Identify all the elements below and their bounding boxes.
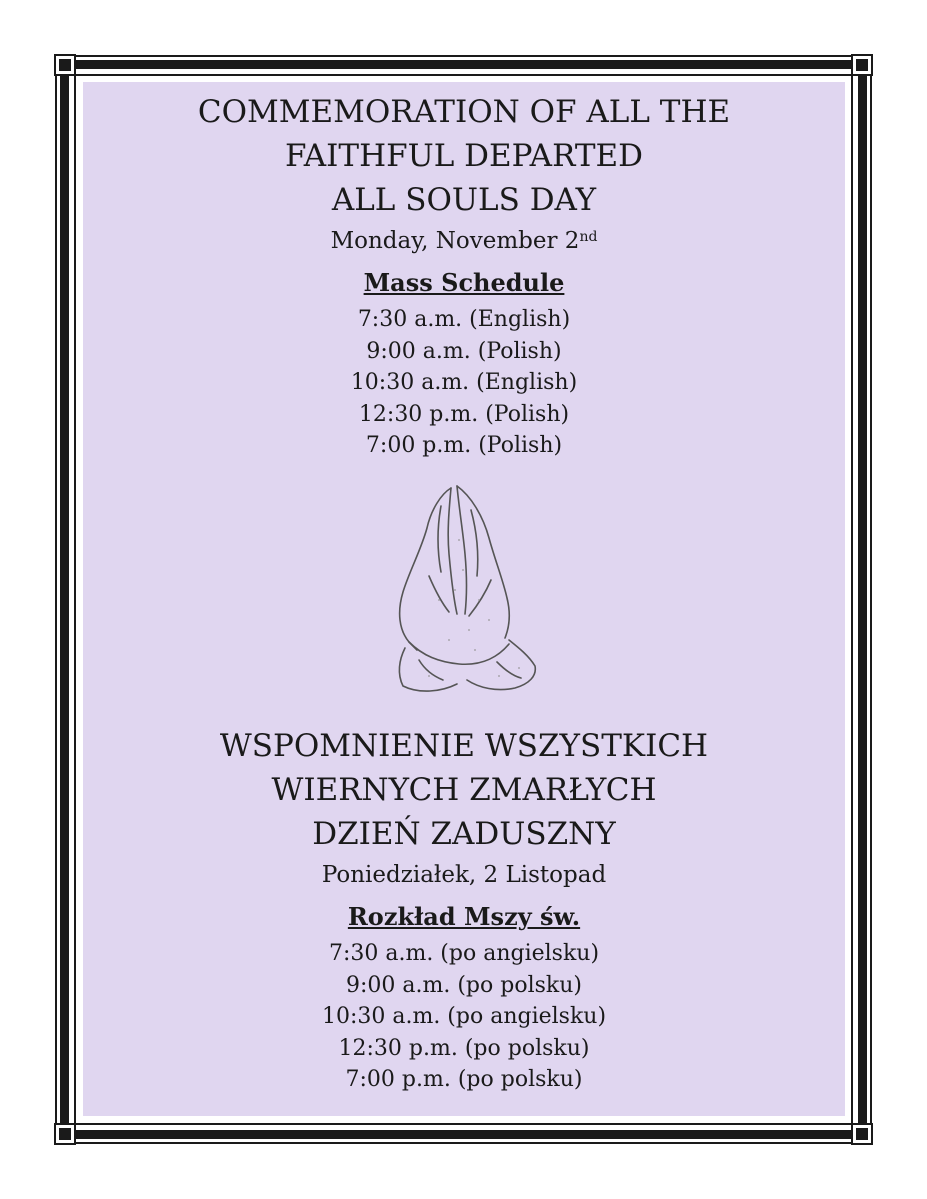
- corner-ornament-bottom-left: [54, 1123, 76, 1145]
- english-date-suffix: nd: [579, 229, 598, 245]
- english-time-1: 7:30 a.m. (English): [357, 307, 571, 332]
- lavender-panel: [83, 82, 845, 1116]
- polish-time-4: 12:30 p.m. (po polsku): [338, 1035, 590, 1061]
- polish-date: Poniedziałek, 2 Listopad: [321, 862, 607, 888]
- corner-ornament-top-left: [54, 54, 76, 76]
- polish-section: [83, 724, 845, 1096]
- polish-time-5: 7:00 p.m. (po polsku): [345, 1067, 583, 1092]
- english-title-line-1: COMMEMORATION OF ALL THE: [197, 94, 731, 130]
- english-time-2: 9:00 a.m. (Polish): [366, 338, 562, 364]
- polish-time-1: 7:30 a.m. (po angielsku): [328, 941, 600, 966]
- english-time-5: 7:00 p.m. (Polish): [365, 433, 563, 458]
- english-date-text: Monday, November 2: [330, 228, 580, 254]
- english-schedule-heading: Mass Schedule: [363, 268, 565, 297]
- english-section: [83, 90, 845, 722]
- english-time-4: 12:30 p.m. (Polish): [358, 401, 570, 427]
- polish-title-line-3: DZIEŃ ZADUSZNY: [312, 816, 616, 852]
- corner-ornament-top-right: [851, 54, 873, 76]
- corner-ornament-bottom-right: [851, 1123, 873, 1145]
- english-title-line-3: ALL SOULS DAY: [331, 182, 597, 218]
- praying-hands-icon: [379, 480, 549, 700]
- english-title-line-2: FAITHFUL DEPARTED: [284, 138, 644, 174]
- polish-time-2: 9:00 a.m. (po polsku): [346, 972, 582, 998]
- english-time-3: 10:30 a.m. (English): [350, 370, 578, 395]
- polish-schedule-heading: Rozkład Mszy św.: [347, 902, 581, 931]
- english-date: [83, 224, 845, 258]
- polish-title-line-2: WIERNYCH ZMARŁYCH: [271, 772, 657, 808]
- polish-time-3: 10:30 a.m. (po angielsku): [321, 1004, 607, 1029]
- polish-title-line-1: WSPOMNIENIE WSZYSTKICH: [219, 728, 709, 764]
